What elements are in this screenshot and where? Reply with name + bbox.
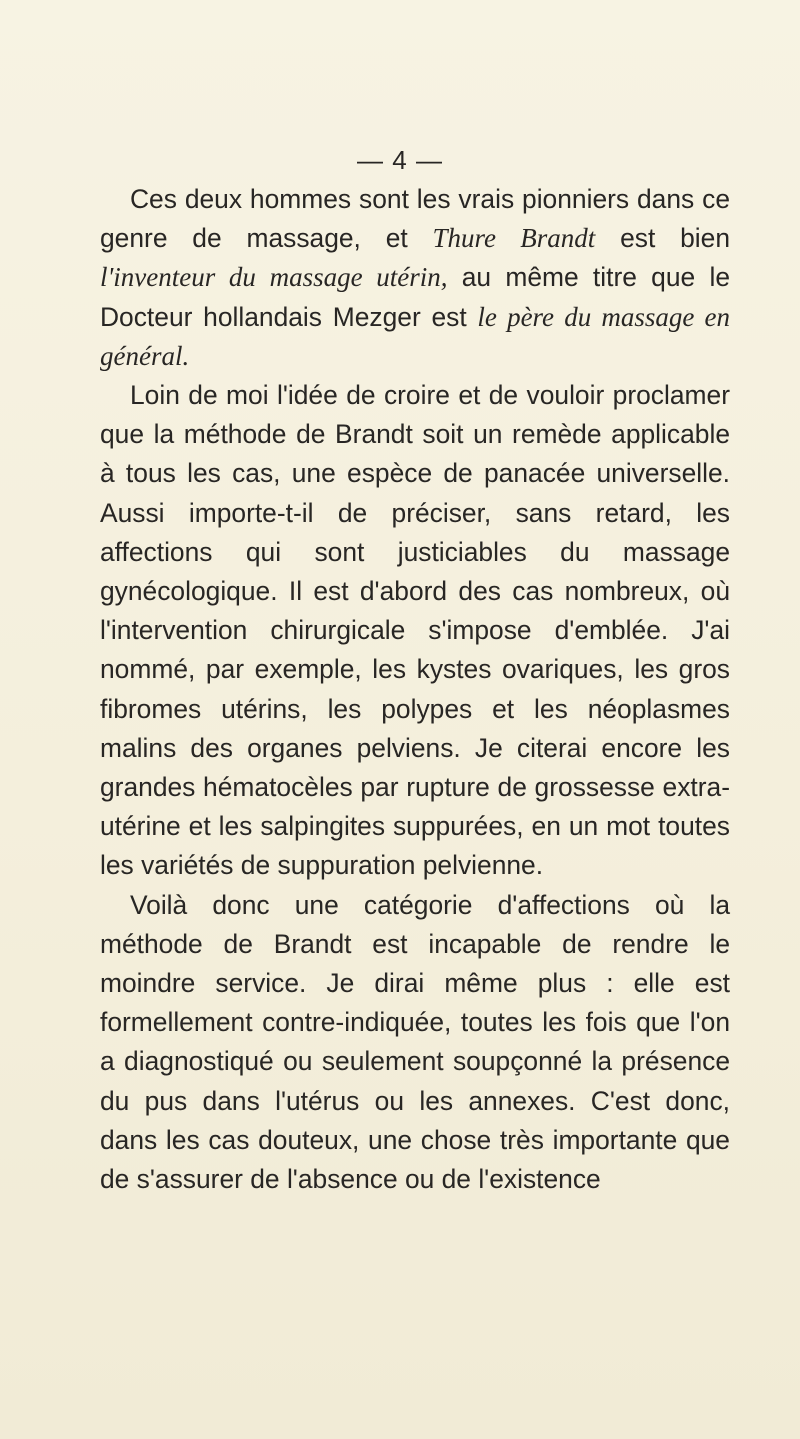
paragraph-contraindications: Voilà donc une catégorie d'affections où la méthode de Brandt est incapable de rendre le moindre service. Je dirai même plus : elle est formellement contre-indiquée, toutes les fois que l'on a diagnostiqué ou seulement soupçonné la présence du pus dans l'utérus ou les annexes. C'est donc, dans les cas douteux, une chose très importante que de s'assurer de l'absence ou de l'existence — [100, 889, 730, 1195]
italic-name-thure-brandt: Thure Brandt — [432, 223, 596, 254]
page-number: — 4 — — [357, 145, 443, 175]
body-text — [100, 180, 730, 1199]
italic-father-phrase: le père du massage en général. — [100, 301, 730, 371]
text-segment: est bien — [595, 223, 731, 254]
paragraph-pioneers — [100, 180, 730, 376]
text-segment: Ces deux hommes sont les vrais pionniers dans ce genre de massage, et — [100, 184, 730, 254]
text-segment: au même titre que le Docteur hollandais Mezger est — [100, 262, 731, 332]
italic-inventor-phrase: l'inventeur du massage utérin, — [100, 262, 448, 293]
paragraph-indications: Loin de moi l'idée de croire et de vouloir proclamer que la méthode de Brandt soit un remède applicable à tous les cas, une espèce de panacée universelle. Aussi importe-t-il de préciser, sans retard, les affections qui sont justiciables du massage gynécologique. Il est d'abord des cas nombreux, où l'intervention chirurgicale s'impose d'emblée. J'ai nommé, par exemple, les kystes ovariques, les gros fibromes utérins, les polypes et les néoplasmes malins des organes pelviens. Je citerai encore les grandes hématocèles par rupture de grossesse extra-utérine et les salpingites suppurées, en un mot toutes les variétés de suppuration pelvienne. — [100, 380, 730, 881]
